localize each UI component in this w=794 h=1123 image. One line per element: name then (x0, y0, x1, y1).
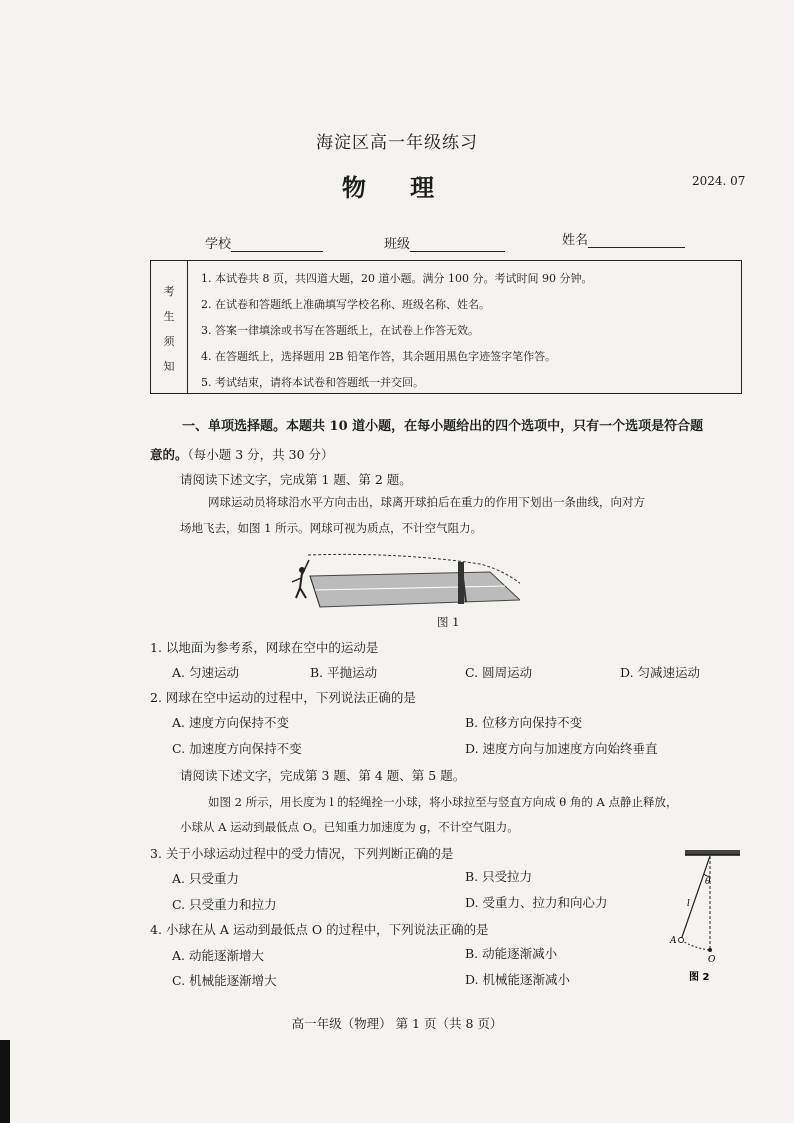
exam-title: 海淀区高一年级练习 (316, 133, 478, 153)
figure2-label: l (687, 899, 690, 909)
school-field[interactable] (205, 233, 323, 252)
notice-head-char: 考 (163, 285, 175, 298)
notice-item: 1. 本试卷共 8 页，共四道大题，20 道小题。满分 100 分。考试时间 90 分钟。 (201, 272, 593, 285)
q4-option-a[interactable]: A. 动能逐渐增大 (172, 948, 264, 963)
q1-option-c[interactable]: C. 圆周运动 (465, 665, 533, 680)
notice-item: 5. 考试结束，请将本试卷和答题纸一并交回。 (201, 376, 424, 389)
class-field[interactable] (384, 233, 505, 252)
passage2-text-line: 小球从 A 运动到最低点 O。已知重力加速度为 g，不计空气阻力。 (180, 820, 519, 834)
figure1-caption: 图 1 (437, 615, 460, 629)
q4-stem: 4. 小球在从 A 运动到最低点 O 的过程中，下列说法正确的是 (150, 922, 489, 937)
q4-option-c[interactable]: C. 机械能逐渐增大 (172, 973, 277, 988)
figure2-pendulum (665, 850, 745, 985)
q1-option-b[interactable]: B. 平抛运动 (310, 665, 378, 680)
passage1-text-line: 网球运动员将球沿水平方向击出，球离开球拍后在重力的作用下划出一条曲线，向对方 (208, 495, 645, 509)
name-blank[interactable] (588, 233, 685, 248)
passage1-text-line: 场地飞去，如图 1 所示。网球可视为质点，不计空气阻力。 (180, 521, 483, 535)
q4-option-d[interactable]: D. 机械能逐渐减小 (465, 972, 571, 987)
passage1-instruction: 请阅读下述文字，完成第 1 题、第 2 题。 (180, 472, 412, 487)
notice-item: 4. 在答题纸上，选择题用 2B 铅笔作答，其余题用黑色字迹签字笔作答。 (201, 350, 557, 363)
figure1-tennis-court (280, 552, 520, 612)
passage2-instruction: 请阅读下述文字，完成第 3 题、第 4 题、第 5 题。 (180, 768, 466, 783)
figure2-label: A (670, 936, 677, 946)
q1-stem: 1. 以地面为参考系，网球在空中的运动是 (150, 640, 379, 655)
figure2-label: θ (705, 877, 711, 887)
q2-option-c[interactable]: C. 加速度方向保持不变 (172, 741, 302, 756)
q1-option-a[interactable]: A. 匀速运动 (172, 665, 239, 680)
exam-date: 2024. 07 (692, 174, 746, 188)
notice-head-char: 知 (163, 360, 175, 373)
notice-head-char: 生 (163, 310, 175, 323)
section1-scoring: （每小题 3 分，共 30 分） (187, 447, 334, 462)
q1-option-d[interactable]: D. 匀减速运动 (620, 665, 701, 680)
notice-item: 3. 答案一律填涂或书写在答题纸上，在试卷上作答无效。 (201, 324, 479, 337)
name-field[interactable] (562, 229, 685, 248)
class-blank[interactable] (410, 237, 505, 252)
passage2-text-line: 如图 2 所示，用长度为 l 的轻绳拴一小球，将小球拉至与竖直方向成 θ 角的 A 点静止释放， (208, 795, 678, 809)
figure2-label: O (708, 955, 716, 965)
q3-option-a[interactable]: A. 只受重力 (172, 871, 239, 886)
notice-item: 2. 在试卷和答题纸上准确填写学校名称、班级名称、姓名。 (201, 298, 490, 311)
section1-heading: 一、单项选择题。本题共 10 道小题，在每小题给出的四个选项中，只有一个选项是符合题 (182, 419, 704, 434)
q2-stem: 2. 网球在空中运动的过程中，下列说法正确的是 (150, 690, 416, 705)
scan-edge-bar (0, 1040, 10, 1123)
page-footer: 高一年级（物理） 第 1 页（共 8 页） (291, 1016, 503, 1031)
q3-option-d[interactable]: D. 受重力、拉力和向心力 (465, 895, 608, 910)
class-label: 班级 (384, 237, 411, 252)
subject-title: 物 理 (341, 173, 453, 202)
notice-heading (151, 261, 188, 393)
exam-notice-box (150, 260, 742, 394)
school-label: 学校 (205, 237, 232, 252)
q3-stem: 3. 关于小球运动过程中的受力情况，下列判断正确的是 (150, 846, 454, 861)
q3-option-c[interactable]: C. 只受重力和拉力 (172, 897, 277, 912)
section1-heading-bold: 意的。 (150, 447, 188, 462)
q2-option-d[interactable]: D. 速度方向与加速度方向始终垂直 (465, 741, 658, 756)
figure2-caption: 图 2 (689, 972, 710, 983)
q3-option-b[interactable]: B. 只受拉力 (465, 869, 533, 884)
q4-option-b[interactable]: B. 动能逐渐减小 (465, 946, 558, 961)
q2-option-b[interactable]: B. 位移方向保持不变 (465, 715, 583, 730)
q2-option-a[interactable]: A. 速度方向保持不变 (172, 715, 289, 730)
school-blank[interactable] (231, 237, 323, 252)
notice-head-char: 须 (163, 335, 175, 348)
section1-heading-cont (150, 447, 334, 462)
name-label: 姓名 (562, 233, 589, 248)
